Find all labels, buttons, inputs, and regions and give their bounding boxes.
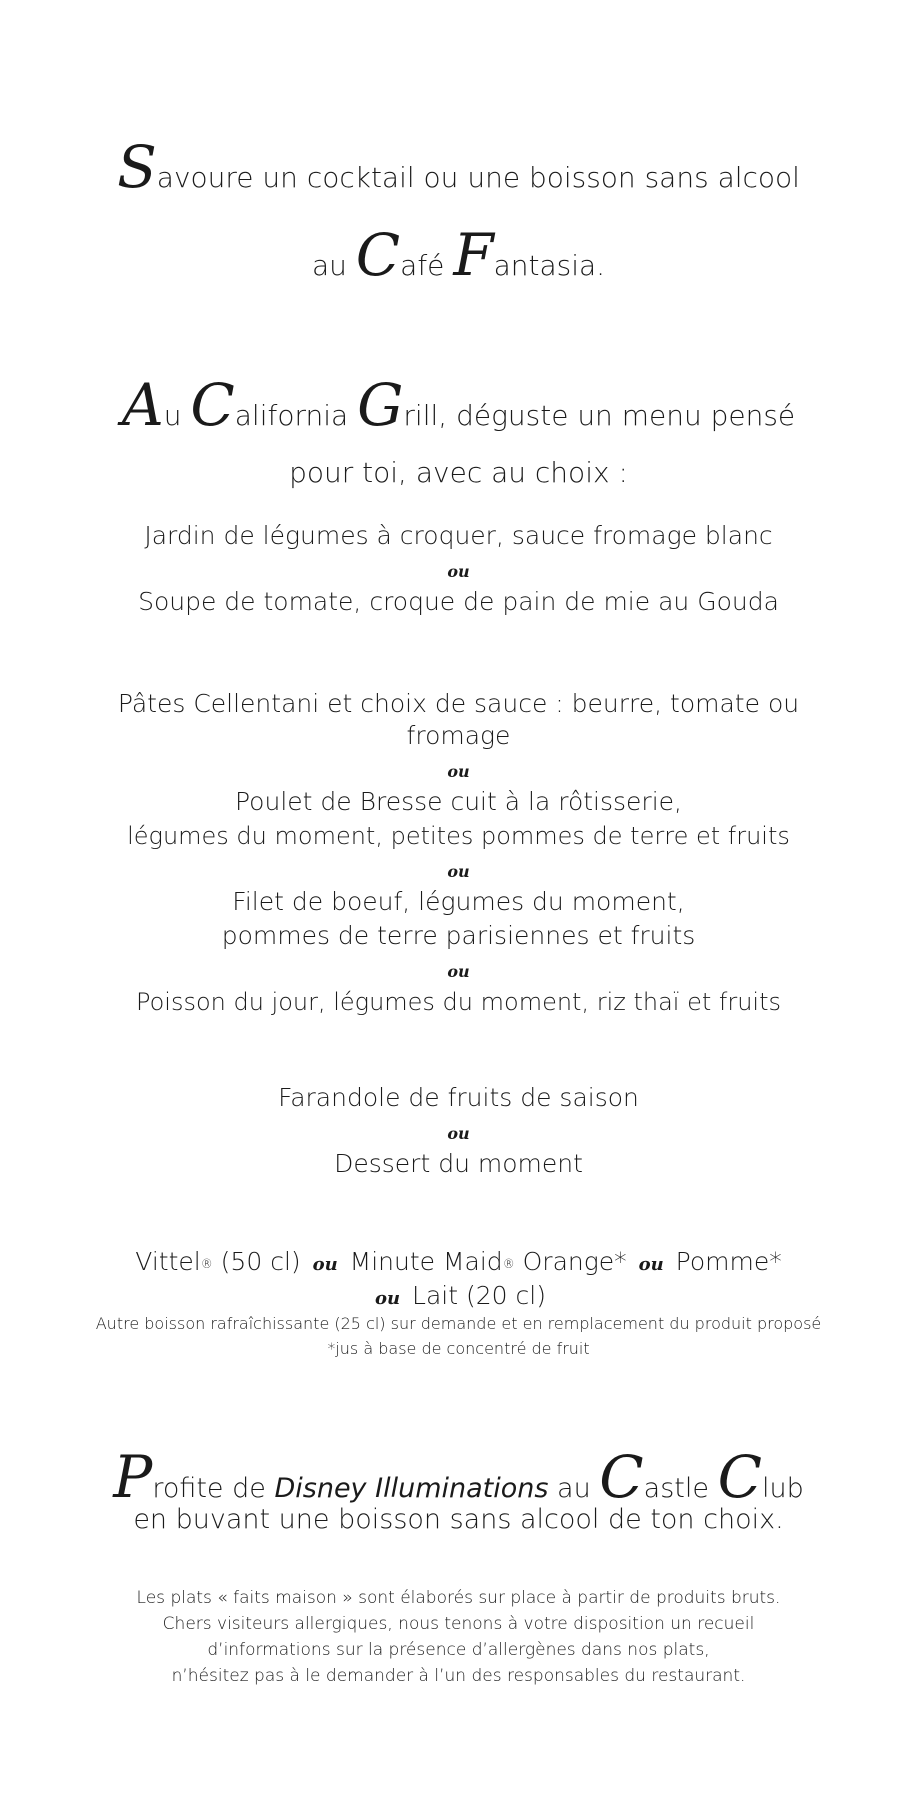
or-separator: ou xyxy=(638,1254,664,1275)
drinks-line-2: ou Lait (20 cl) xyxy=(0,1280,917,1315)
or-separator: ou xyxy=(447,762,470,781)
script-capital: S xyxy=(117,133,157,201)
juice-note: *jus à base de concentré de fruit xyxy=(327,1339,590,1358)
main-pasta-2: fromage xyxy=(406,721,511,750)
script-capital: F xyxy=(453,221,494,289)
script-capital: C xyxy=(599,1443,644,1511)
castle-line-1: Profite de Disney Illuminations au Castle Club xyxy=(113,1443,804,1511)
script-capital: C xyxy=(717,1443,762,1511)
main-pasta-1: Pâtes Cellentani et choix de sauce : beurre, tomate ou xyxy=(117,689,800,718)
footer-line-2: Chers visiteurs allergiques, nous tenons à votre disposition un recueil xyxy=(162,1614,755,1634)
script-capital: G xyxy=(357,371,404,439)
script-capital: C xyxy=(355,221,401,289)
footer-line-4: n’hésitez pas à le demander à l’un des responsables du restaurant. xyxy=(171,1666,746,1686)
script-capital: A xyxy=(121,371,164,439)
starter-2: Soupe de tomate, croque de pain de mie au Gouda xyxy=(138,587,779,616)
script-capital: C xyxy=(190,371,235,439)
main-chicken-2: légumes du moment, petites pommes de terre et fruits xyxy=(127,822,790,850)
or-separator: ou xyxy=(447,962,470,981)
main-fish: Poisson du jour, légumes du moment, riz thaï et fruits xyxy=(135,988,782,1016)
drinks-note: Autre boisson rafraîchissante (25 cl) sur demande et en remplacement du produit proposé xyxy=(95,1314,822,1333)
or-separator: ou xyxy=(447,1124,470,1143)
or-separator: ou xyxy=(447,562,470,581)
main-beef-2: pommes de terre parisiennes et fruits xyxy=(221,921,696,950)
or-separator: ou xyxy=(375,1288,401,1309)
grill-line-1: Au California Grill, déguste un menu pensé xyxy=(121,371,796,439)
footer-line-3: d’informations sur la présence d’allergènes dans nos plats, xyxy=(207,1640,710,1660)
grill-line-2: pour toi, avec au choix : xyxy=(289,456,628,489)
footer-line-1: Les plats « faits maison » sont élaborés sur place à partir de produits bruts. xyxy=(136,1588,781,1608)
drinks-line-1: Vittel® (50 cl) ou Minute Maid® Orange* ou Pomme* xyxy=(135,1247,782,1276)
cafe-line-1: Savoure un cocktail ou une boisson sans alcool xyxy=(117,133,800,201)
dessert-2: Dessert du moment xyxy=(334,1149,583,1178)
or-separator: ou xyxy=(312,1254,338,1275)
script-capital: P xyxy=(113,1443,153,1511)
cafe-line-2: au Café Fantasia. xyxy=(311,221,606,289)
or-separator: ou xyxy=(447,862,470,881)
starter-1: Jardin de légumes à croquer, sauce fromage blanc xyxy=(144,521,773,550)
main-chicken-1: Poulet de Bresse cuit à la rôtisserie, xyxy=(235,787,682,816)
main-beef-1: Filet de boeuf, légumes du moment, xyxy=(232,887,685,916)
castle-line-2: en buvant une boisson sans alcool de ton choix. xyxy=(133,1504,784,1535)
dessert-1: Farandole de fruits de saison xyxy=(278,1083,639,1112)
